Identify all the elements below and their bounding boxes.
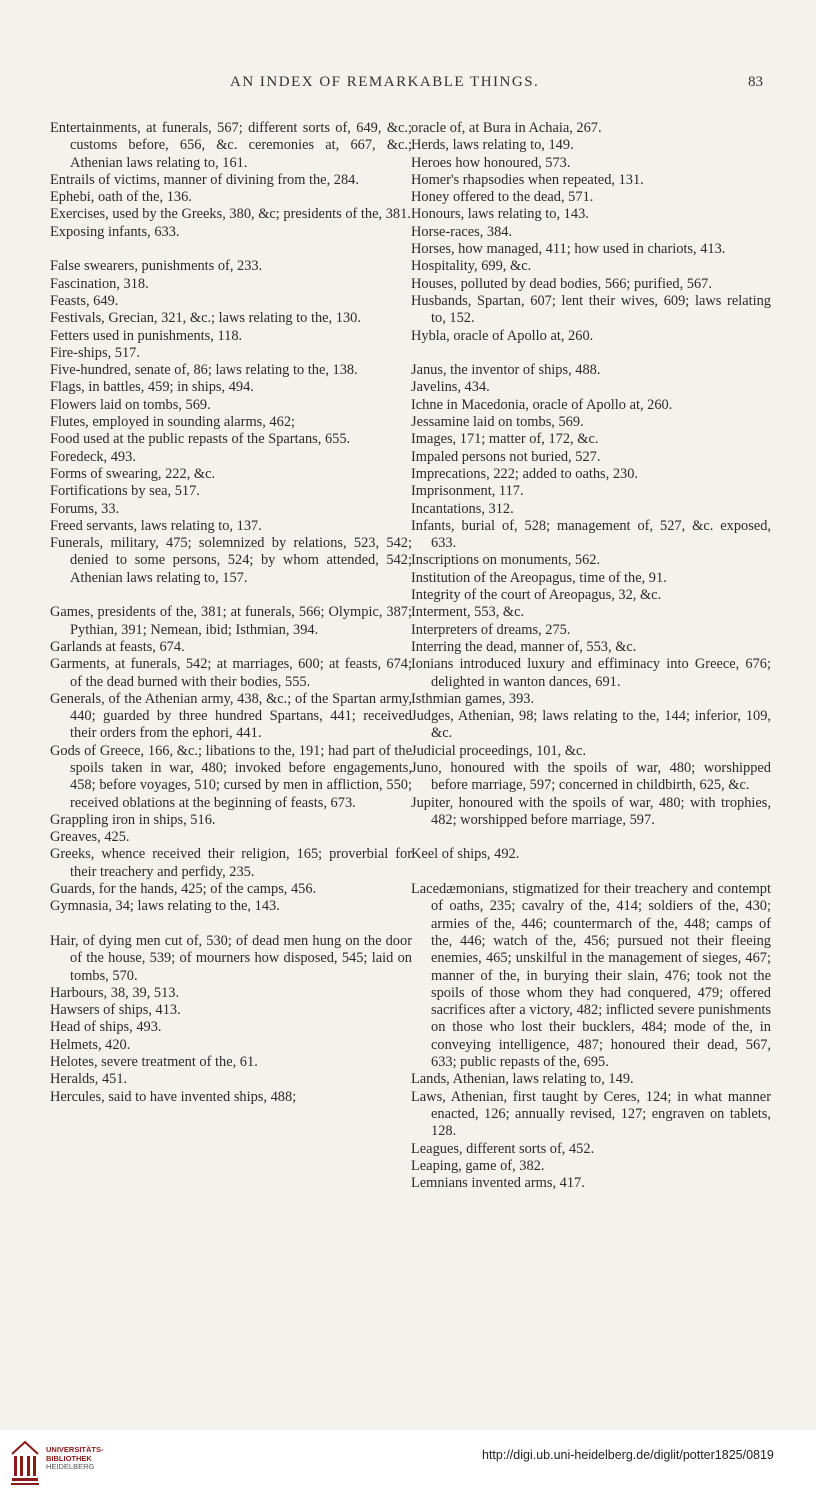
index-entry: Five-hundred, senate of, 86; laws relating to the, 138.: [50, 362, 358, 379]
index-entry: Ichne in Macedonia, oracle of Apollo at, 260.: [411, 396, 673, 413]
index-entry: Honey offered to the dead, 571.: [411, 189, 594, 206]
index-entry: Greeks, whence received their religion, 165; proverbial for their treachery and perfidy, 235.: [50, 846, 412, 880]
index-entry: Lemnians invented arms, 417.: [411, 1175, 585, 1192]
index-entry: Flutes, employed in sounding alarms, 462;: [50, 414, 296, 431]
index-entry: Forms of swearing, 222, &c.: [50, 465, 216, 482]
index-entry: Lacedæmonians, stigmatized for their treachery and contempt of oaths, 235; cavalry of the, 414; soldiers of the, 430; armies of the, 446; countermarch of the, 448; camps of the, 446; watch of the, 456; pursued not their fleeing enemies, 465; unskilful in the management of sieges, 467; manner of the, in burying their slain, 476; took not the spoils of those whom they had conquered, 479; offered sacrifices after a victory, 482; inflicted severe punishments on those who lost their bucklers, 484; mode of the, in conveying intelligence, 487; honoured their dead, 567, 633; public repasts of the, 695.: [411, 881, 771, 1071]
index-entry: Keel of ships, 492.: [411, 846, 520, 863]
index-entry: Festivals, Grecian, 321, &c.; laws relating to the, 130.: [50, 310, 361, 327]
index-entry: Integrity of the court of Areopagus, 32, &c.: [411, 587, 662, 604]
index-entry: Jupiter, honoured with the spoils of war, 480; with trophies, 482; worshipped before marriage, 597.: [411, 794, 771, 828]
index-entry: Generals, of the Athenian army, 438, &c.; of the Spartan army, 440; guarded by three hundred Spartans, 441; received their orders from the ephori, 441.: [50, 690, 412, 742]
library-footer: [0, 1430, 816, 1491]
index-entry: Grappling iron in ships, 516.: [50, 811, 216, 828]
index-entry: Helmets, 420.: [50, 1036, 131, 1053]
index-entry: Homer's rhapsodies when repeated, 131.: [411, 171, 644, 188]
index-entry: Infants, burial of, 528; management of, 527, &c. exposed, 633.: [411, 517, 771, 552]
index-entry: Hawsers of ships, 413.: [50, 1002, 181, 1019]
index-entry: Lands, Athenian, laws relating to, 149.: [411, 1071, 634, 1088]
section-gap: [50, 916, 412, 933]
index-entry: Guards, for the hands, 425; of the camps, 456.: [50, 881, 317, 898]
index-entry: Imprecations, 222; added to oaths, 230.: [411, 465, 639, 482]
library-name: [46, 1446, 104, 1472]
index-entry: Herds, laws relating to, 149.: [411, 137, 574, 154]
index-entry: Hair, of dying men cut of, 530; of dead men hung on the door of the house, 539; of mourners how disposed, 545; laid on tombs, 570.: [50, 932, 412, 984]
index-entry: Flags, in battles, 459; in ships, 494.: [50, 379, 254, 396]
index-entry: Food used at the public repasts of the Spartans, 655.: [50, 431, 351, 448]
index-entry: Exercises, used by the Greeks, 380, &c; presidents of the, 381.: [50, 206, 411, 223]
index-entry: Freed servants, laws relating to, 137.: [50, 517, 262, 534]
index-entry: Forums, 33.: [50, 500, 120, 517]
index-entry: Institution of the Areopagus, time of the, 91.: [411, 569, 667, 586]
index-entry: Horse-races, 384.: [411, 223, 513, 240]
section-gap: [411, 829, 771, 846]
index-entry: Imprisonment, 117.: [411, 483, 524, 500]
index-entry: Foredeck, 493.: [50, 448, 136, 465]
index-entry: Fetters used in punishments, 118.: [50, 327, 243, 344]
index-entry: Hospitality, 699, &c.: [411, 258, 532, 275]
index-entry: Gymnasia, 34; laws relating to the, 143.: [50, 898, 280, 915]
library-name-line: BIBLIOTHEK: [46, 1453, 92, 1463]
section-gap: [411, 345, 771, 362]
index-entry: oracle of, at Bura in Achaia, 267.: [411, 120, 602, 136]
index-entry: Fascination, 318.: [50, 275, 149, 292]
index-entry: Leagues, different sorts of, 452.: [411, 1140, 595, 1157]
index-column-right: [411, 120, 771, 1192]
index-entry: Impaled persons not buried, 527.: [411, 448, 601, 465]
index-entry: Head of ships, 493.: [50, 1019, 162, 1036]
index-entry: Greaves, 425.: [50, 829, 130, 846]
index-entry: Leaping, game of, 382.: [411, 1157, 545, 1174]
index-entry: Inscriptions on monuments, 562.: [411, 552, 601, 569]
index-entry: Images, 171; matter of, 172, &c.: [411, 431, 599, 448]
index-entry: Judicial proceedings, 101, &c.: [411, 742, 587, 759]
index-entry: Judges, Athenian, 98; laws relating to the, 144; inferior, 109, &c.: [411, 708, 771, 742]
index-entry: Husbands, Spartan, 607; lent their wives, 609; laws relating to, 152.: [411, 292, 771, 327]
index-entry: Flowers laid on tombs, 569.: [50, 396, 211, 413]
index-entry: Juno, honoured with the spoils of war, 480; worshipped before marriage, 597; concerned in childbirth, 625, &c.: [411, 759, 771, 794]
index-entry: Javelins, 434.: [411, 379, 490, 396]
index-entry: Laws, Athenian, first taught by Ceres, 124; in what manner enacted, 126; annually revised, 127; engraven on tablets, 128.: [411, 1088, 771, 1140]
index-entry: Fortifications by sea, 517.: [50, 483, 200, 500]
section-gap: [50, 241, 412, 258]
library-name-line: UNIVERSITÄTS-: [46, 1445, 104, 1454]
index-entry: Incantations, 312.: [411, 500, 514, 517]
index-entry: Garments, at funerals, 542; at marriages, 600; at feasts, 674; of the dead burned with their bodies, 555.: [50, 656, 412, 690]
index-column-left: [50, 120, 412, 1106]
section-gap: [50, 587, 412, 604]
index-entry: Helotes, severe treatment of the, 61.: [50, 1054, 258, 1071]
index-entry: Interpreters of dreams, 275.: [411, 621, 571, 638]
index-entry: Entrails of victims, manner of divining from the, 284.: [50, 171, 359, 188]
page-number: 83: [748, 74, 763, 90]
index-entry: Honours, laws relating to, 143.: [411, 206, 589, 223]
index-entry: Heralds, 451.: [50, 1071, 128, 1088]
section-gap: [411, 864, 771, 881]
library-name-line: HEIDELBERG: [46, 1462, 95, 1471]
index-entry: Fire-ships, 517.: [50, 344, 140, 361]
library-logo-icon: [8, 1434, 42, 1488]
index-entry: Hybla, oracle of Apollo at, 260.: [411, 327, 594, 344]
index-entry: Exposing infants, 633.: [50, 223, 180, 240]
running-title: AN INDEX OF REMARKABLE THINGS.: [230, 74, 540, 90]
index-entry: Interring the dead, manner of, 553, &c.: [411, 638, 637, 655]
index-entry: Feasts, 649.: [50, 292, 119, 309]
index-entry: Gods of Greece, 166, &c.; libations to the, 191; had part of the spoils taken in war, 480; invoked before engagements, 458; before voyages, 510; cursed by men in affliction, 550; received oblations at the beginning of feasts, 673.: [50, 742, 412, 811]
index-entry: Houses, polluted by dead bodies, 566; purified, 567.: [411, 275, 712, 292]
index-entry: Heroes how honoured, 573.: [411, 154, 571, 171]
index-entry: Ionians introduced luxury and effiminacy into Greece, 676; delighted in wanton dances, 691.: [411, 656, 771, 690]
index-entry: Entertainments, at funerals, 567; different sorts of, 649, &c.; customs before, 656, &c. ceremonies at, 667, &c.; Athenian laws relating to, 161.: [50, 120, 412, 171]
index-entry: Janus, the inventor of ships, 488.: [411, 362, 601, 379]
index-entry: Interment, 553, &c.: [411, 604, 525, 621]
index-entry: Isthmian games, 393.: [411, 690, 535, 707]
source-url-link[interactable]: http://digi.ub.uni-heidelberg.de/diglit/potter1825/0819: [482, 1448, 774, 1462]
index-entry: Funerals, military, 475; solemnized by relations, 523, 542; denied to some persons, 524; by whom attended, 542; Athenian laws relating to, 157.: [50, 535, 412, 586]
index-entry: Ephebi, oath of the, 136.: [50, 189, 192, 206]
running-header: [0, 74, 816, 96]
index-entry: Jessamine laid on tombs, 569.: [411, 414, 584, 431]
index-entry: Harbours, 38, 39, 513.: [50, 984, 180, 1001]
index-entry: Garlands at feasts, 674.: [50, 638, 185, 655]
index-entry: Hercules, said to have invented ships, 488;: [50, 1088, 297, 1105]
index-entry: Games, presidents of the, 381; at funerals, 566; Olympic, 387; Pythian, 391; Nemean, ibid; Isthmian, 394.: [50, 604, 412, 638]
index-entry: Horses, how managed, 411; how used in chariots, 413.: [411, 241, 726, 258]
index-entry: False swearers, punishments of, 233.: [50, 258, 263, 275]
